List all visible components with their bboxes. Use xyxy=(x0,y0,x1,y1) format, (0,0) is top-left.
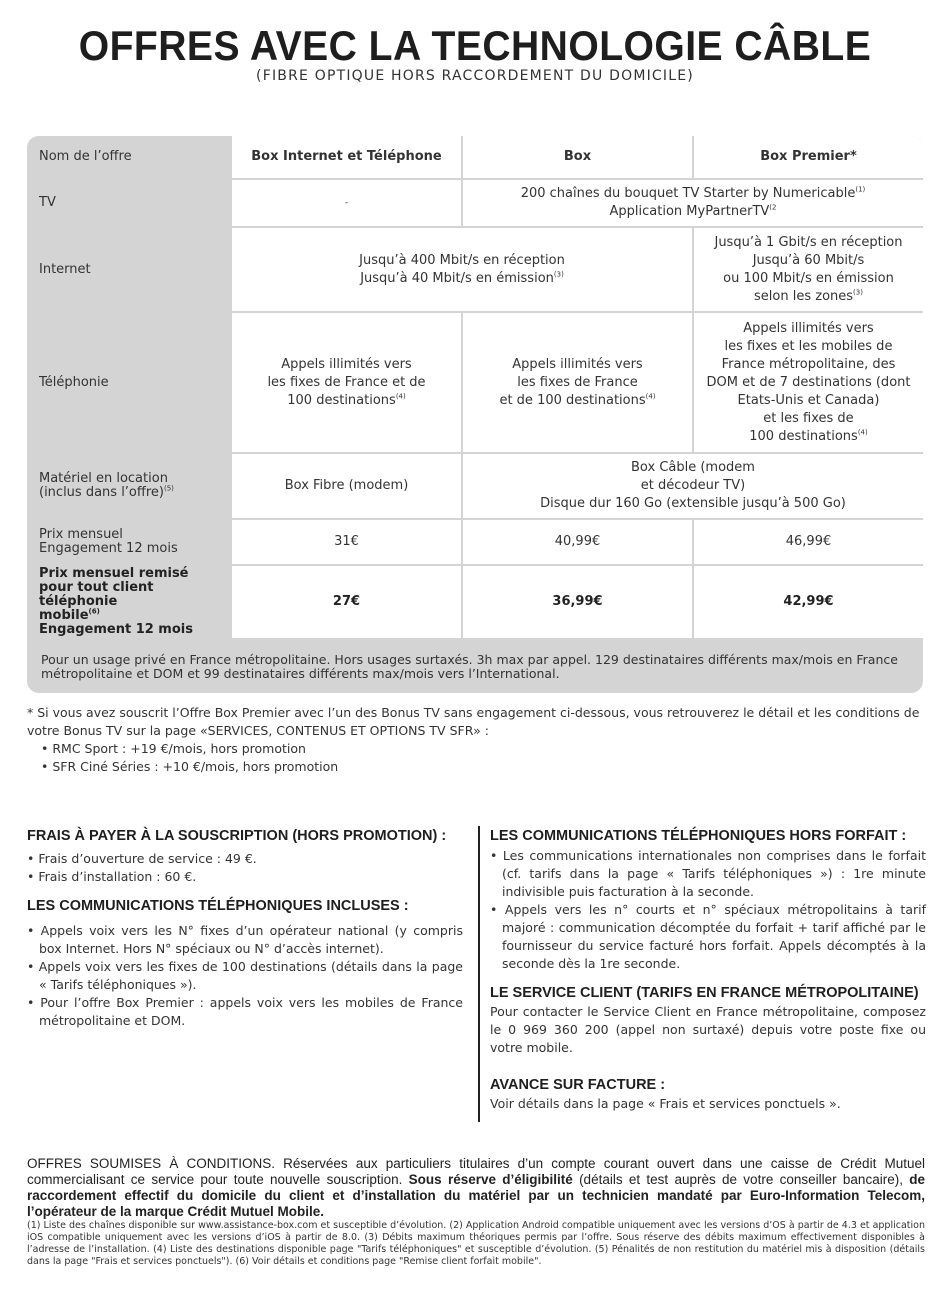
offers-table xyxy=(27,136,923,693)
internet-line-2: Jusqu’à 40 Mbit/s en émission xyxy=(360,270,554,286)
header-offer-name: Nom de l’offre xyxy=(27,136,230,178)
row-label-prix xyxy=(27,520,230,564)
header-box-premier: Box Premier* xyxy=(694,136,923,178)
asterisk-note-text: * Si vous avez souscrit l’Offre Box Premier avec l’un des Bonus TV sans engagement ci-dessous, vous retrouverez le détail et les conditions de votre Bonus TV sur la page «SERVICES, CONTENUS ET OPTIONS TV SFR» : xyxy=(27,705,920,738)
internet-premier-value xyxy=(694,228,923,311)
prix-remise-label-line-3: mobile xyxy=(39,608,89,623)
table-usage-note: Pour un usage privé en France métropolitaine. Hors usages surtaxés. 3h max par appel. 129 destinataires différents max/mois en France métropolitaine et DOM et 99 destinataires différents max/mois vers l’International. xyxy=(41,652,898,681)
avance-facture-title: AVANCE SUR FACTURE : xyxy=(490,1077,666,1093)
frais-ouverture: • Frais d’ouverture de service : 49 €. xyxy=(27,851,257,866)
prix-label-line-1: Prix mensuel xyxy=(39,527,123,542)
tel-col1-line-1: Appels illimités vers xyxy=(281,356,412,372)
tel-col3-line-5: Etats-Unis et Canada) xyxy=(737,392,880,408)
prix-box-internet: 31€ xyxy=(232,520,461,564)
materiel-label-sup: (5) xyxy=(163,484,174,493)
tv-box-internet-value: - xyxy=(232,180,461,226)
communications-incluses-list xyxy=(27,922,463,1030)
tv-merged-value xyxy=(463,180,923,226)
conditions-paragraph xyxy=(27,1156,925,1220)
prix-box: 40,99€ xyxy=(463,520,692,564)
telephonie-premier-value xyxy=(694,313,923,452)
internet-merged-value xyxy=(232,228,692,311)
conditions-part-3: (détails et test auprès de votre conseiller bancaire), xyxy=(572,1172,910,1187)
tel-col3-line-4: DOM et de 7 destinations (dont xyxy=(706,374,911,390)
frais-installation: • Frais d’installation : 60 €. xyxy=(27,869,197,884)
conditions-part-2: Sous réserve d’éligibilité xyxy=(408,1172,573,1187)
materiel-label-line-1: Matériel en location xyxy=(39,471,168,486)
tel-col3-line-2: les fixes et les mobiles de xyxy=(724,338,893,354)
header-box: Box xyxy=(463,136,692,178)
incluse-item-1: • Appels voix vers les N° fixes d’un opérateur national (y compris box Internet. Hors N° spéciaux ou N° d’accès internet). xyxy=(27,923,463,956)
materiel-line-3: Disque dur 160 Go (extensible jusqu’à 500 Go) xyxy=(540,496,846,511)
internet-premier-line-2: Jusqu’à 60 Mbit/s xyxy=(752,252,865,268)
prix-remise-label-sup: (6) xyxy=(88,607,100,616)
row-label-tv: TV xyxy=(27,180,230,226)
internet-premier-line-4: selon les zones xyxy=(754,288,854,304)
page-subtitle: (FIBRE OPTIQUE HORS RACCORDEMENT DU DOMICILE) xyxy=(256,68,694,84)
materiel-label-line-2: (inclus dans l’offre) xyxy=(39,485,164,500)
materiel-line-1: Box Câble (modem xyxy=(631,460,755,475)
tel-col2-line-1: Appels illimités vers xyxy=(512,356,643,372)
prix-label-line-2: Engagement 12 mois xyxy=(39,541,178,556)
hors-forfait-item-1: • Les communications internationales non comprises dans le forfait (cf. tarifs dans la page « Tarifs téléphoniques ») : 1re minute indivisible puis facturation à la seconde. xyxy=(490,848,926,899)
tel-col1-sup: (4) xyxy=(395,392,406,401)
row-label-telephonie: Téléphonie xyxy=(27,313,230,452)
tv-line-2: Application MyPartnerTV xyxy=(609,204,770,219)
internet-premier-sup: (3) xyxy=(853,288,863,297)
telephonie-box-internet-value xyxy=(232,313,461,452)
prix-remise-box-internet: 27€ xyxy=(232,566,461,638)
column-divider xyxy=(478,826,480,1122)
row-label-internet: Internet xyxy=(27,228,230,311)
incluse-item-3: • Pour l’offre Box Premier : appels voix vers les mobiles de France métropolitaine et DOM. xyxy=(27,995,463,1028)
internet-line-1: Jusqu’à 400 Mbit/s en réception xyxy=(359,252,565,268)
communications-incluses-title: LES COMMUNICATIONS TÉLÉPHONIQUES INCLUSES : xyxy=(27,898,409,914)
tel-col2-sup: (4) xyxy=(645,392,656,401)
internet-premier-line-1: Jusqu’à 1 Gbit/s en réception xyxy=(714,234,903,250)
avance-facture-text: Voir détails dans la page « Frais et services ponctuels ». xyxy=(490,1096,841,1111)
right-column xyxy=(490,828,926,1113)
row-label-prix-remise xyxy=(27,566,230,638)
internet-sup: (3) xyxy=(553,270,564,279)
materiel-line-2: et décodeur TV) xyxy=(640,478,746,493)
internet-premier-line-3: ou 100 Mbit/s en émission xyxy=(723,270,894,286)
tel-col2-line-3: et de 100 destinations xyxy=(499,392,646,408)
materiel-merged-value xyxy=(463,454,923,518)
page-title: OFFRES AVEC LA TECHNOLOGIE CÂBLE xyxy=(78,22,872,69)
tel-col1-line-2: les fixes de France et de xyxy=(267,374,426,390)
tv-sup-1: (1) xyxy=(855,185,866,194)
hors-forfait-list xyxy=(490,847,926,973)
tel-col2-line-2: les fixes de France xyxy=(517,374,638,390)
materiel-box-internet-value: Box Fibre (modem) xyxy=(232,454,461,518)
tel-col1-line-3: 100 destinations xyxy=(287,392,396,408)
frais-list xyxy=(27,850,463,886)
telephonie-box-value xyxy=(463,313,692,452)
prix-remise-box-premier: 42,99€ xyxy=(694,566,923,638)
prix-remise-label-line-4: Engagement 12 mois xyxy=(39,622,193,637)
conditions-part-4: de raccordement effectif du domicile du client et d’installation du matériel par un technicien mandaté par Euro-Information Telecom, l’opérateur de la marque Crédit Mutuel Mobile. xyxy=(27,1172,925,1219)
bonus-rmc-sport: • RMC Sport : +19 €/mois, hors promotion xyxy=(41,741,306,756)
header-box-internet-telephone: Box Internet et Téléphone xyxy=(232,136,461,178)
tel-col3-line-3: France métropolitaine, des xyxy=(721,356,896,372)
hors-forfait-item-2: • Appels vers les n° courts et n° spéciaux métropolitains à tarif majoré : communication décomptée du forfait + tarif affiché par le fournisseur du service facturé hors forfait. Appels décomptés à la seconde dès la 1re seconde. xyxy=(490,902,926,971)
conditions-part-1: OFFRES SOUMISES À CONDITIONS. Réservées aux particuliers titulaires d’un compte courant ouvert dans une caisse de Crédit Mutuel commercialisant ce service pour toute nouvelle souscription. xyxy=(27,1156,925,1187)
tel-col3-line-1: Appels illimités vers xyxy=(743,320,874,336)
tv-line-1: 200 chaînes du bouquet TV Starter by Numericable xyxy=(520,186,856,201)
legal-footnotes: (1) Liste des chaînes disponible sur www.assistance-box.com et susceptible d’évolution. (2) Application Android compatible uniquement avec les versions d’OS à partir de 4.3 et application iOS compatible uniquement avec les versions d’iOS à partir de 8.0. (3) Débits maximum théoriques permis par l’offre. Sous réserve des débits maximum effectivement disponibles à l’adresse de l’installation. (4) Liste des destinations disponible page "Tarifs téléphoniques" et susceptible d’évolution. (5) Pénalités de non restitution du matériel mis à disposition (détails dans la page "Frais et services ponctuels"). (6) Voir détails et conditions page "Remise client forfait mobile". xyxy=(27,1220,925,1267)
service-client-title: LE SERVICE CLIENT (TARIFS EN FRANCE MÉTROPOLITAINE) xyxy=(490,985,919,1001)
tel-col3-sup: (4) xyxy=(857,428,868,437)
tel-col3-line-6: et les fixes de xyxy=(763,410,854,426)
frais-souscription-title: FRAIS À PAYER À LA SOUSCRIPTION (HORS PROMOTION) : xyxy=(27,828,447,844)
prix-box-premier: 46,99€ xyxy=(694,520,923,564)
row-label-materiel xyxy=(27,454,230,518)
prix-remise-label-line-1: Prix mensuel remisé xyxy=(39,566,189,581)
bonus-sfr-cine: • SFR Ciné Séries : +10 €/mois, hors promotion xyxy=(41,759,339,774)
prix-remise-label-line-2: pour tout client téléphonie xyxy=(39,580,154,609)
incluse-item-2: • Appels voix vers les fixes de 100 destinations (détails dans la page « Tarifs téléphoniques »). xyxy=(27,959,463,992)
service-client-text: Pour contacter le Service Client en France métropolitaine, composez le 0 969 360 200 (appel non surtaxé) depuis votre poste fixe ou votre mobile. xyxy=(490,1004,926,1055)
tv-sup-2: (2 xyxy=(769,203,777,212)
prix-remise-box: 36,99€ xyxy=(463,566,692,638)
premier-asterisk-note xyxy=(27,704,927,776)
left-column xyxy=(27,828,463,1030)
tel-col3-line-7: 100 destinations xyxy=(749,428,858,444)
hors-forfait-title: LES COMMUNICATIONS TÉLÉPHONIQUES HORS FORFAIT : xyxy=(490,828,907,844)
